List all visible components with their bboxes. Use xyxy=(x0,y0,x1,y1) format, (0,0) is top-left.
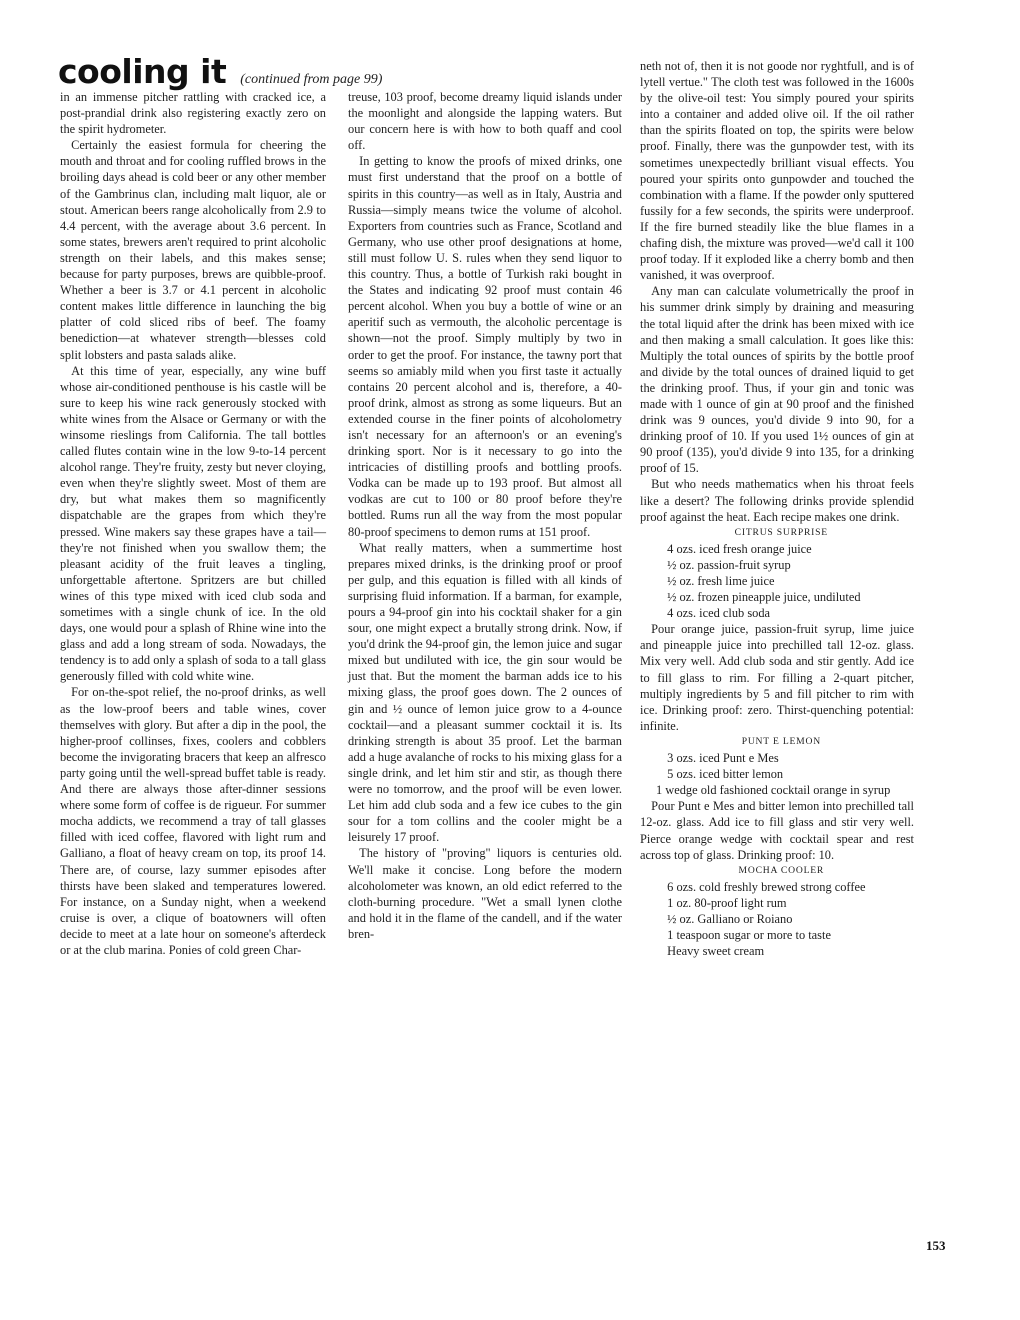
ingredient-line: 5 ozs. iced bitter lemon xyxy=(667,767,784,782)
continuation-note: (continued from page 99) xyxy=(240,72,383,87)
ingredient-line: 4 ozs. iced fresh orange juice xyxy=(667,541,812,556)
paragraph: The history of "proving" liquors is centuries old. We'll make it concise. Long before the modern alcoholometer was known, an old edict referred to the cloth-burning procedure. "Wet a small lynen clothe and hold it in the flame of the candell, and if the water bren- xyxy=(348,846,622,941)
ingredient-line: 1 wedge old fashioned cocktail orange in syrup xyxy=(656,783,891,798)
recipe-citrus-surprise xyxy=(640,525,914,734)
recipe-directions: Pour Punt e Mes and bitter lemon into prechilled tall 12-oz. glass. Add ice to fill glass and stir very well. Pierce orange wedge with cocktail spear and rest across top of glass. Drinking proof: 10. xyxy=(640,799,914,862)
recipe-mocha-cooler xyxy=(640,863,914,960)
paragraph: Any man can calculate volumetrically the proof in his summer drink simply by draining and measuring the total liquid after the drink has been mixed with ice and then making a small calculation. It goes like this: Multiply the total ounces of spirits by the bottle proof and divide by the total ounces of drained liquid to get the drinking proof. Thus, if your gin and tonic was made with 1 ounce of gin at 90 proof and the finished drink was 9 ounces, you'd divide 9 into 90, for a drinking proof of 10. If you used 1½ ounces of gin at 90 proof (135), you'd divide 9 into 135, for a drinking proof of 15. xyxy=(640,284,914,476)
recipe-punt-e-lemon xyxy=(640,734,914,863)
text-column-3 xyxy=(640,58,914,959)
paragraph: In getting to know the proofs of mixed drinks, one must first understand that the proof on a bottle of spirits in this country—as well as in Italy, Austria and Russia—simply means twice the volume of alcohol. Exporters from countries such as France, Scotland and Germany, who use other proof designations at home, still must follow U. S. rules when they send liquor to this country. Thus, a bottle of Turkish raki bought in the States and indicating 92 proof must contain 46 percent alcohol. When you buy a bottle of wine or an aperitif such as vermouth, the alcoholic percentage is shown—not the proof. Simply multiply by two in order to get the proof. For instance, the tawny port that seems so amiably mild when you first taste it actually contains 20 percent alcohol and is, therefore, a 40-proof drink, almost as strong as some liqueurs. But an extended course in the finer points of alcoholometry isn't necessary for an afternoon's or an evening's drinking sport. Nor is it necessary to go into the intricacies of distilling proofs and bottling proofs. Vodka can be made up to 193 proof. But almost all vodkas are cut to 100 or 80 proof before they're bottled. Rums run all the way from the most popular 80-proof specimens to demon rums at 151 proof. xyxy=(348,154,622,539)
ingredient-line: 1 oz. 80-proof light rum xyxy=(667,895,787,910)
paragraph: At this time of year, especially, any wine buff whose air-conditioned penthouse is his castle will be sure to keep his wine rack generously stocked with white wines from the Alsace or Germany or with the winsome rieslings from California. The tall bottles called flutes contain wine in the low 9-to-14 percent alcohol range. They're fruity, zesty but never cloying, even when they're slightly sweet. Most of them are dry, but what makes them so magnificently dispatchable are the grapes from which they're pressed. Wine makers say these grapes have a tail—they're not finished when you swallow them; the pleasant acidity of the fruit leaves a tingling, unforgettable aftertone. Spritzers are but chilled wines of this type mixed with iced club soda and sometimes with a single chunk of ice. In the old days, one would pour a splash of Rhine wine into the glass and add a long stream of soda. Nowadays, the tendency is to add only a splash of soda to a tall glass generously filled with cold white wine. xyxy=(60,363,326,684)
paragraph: in an immense pitcher rattling with cracked ice, a post-prandial drink also registering exactly zero on the spirit hydrometer. xyxy=(60,90,326,137)
recipe-directions: Pour orange juice, passion-fruit syrup, lime juice and pineapple juice into prechilled tall 12-oz. glass. Mix very well. Add club soda and stir gently. Add ice to fill glass to rim. For filling a 2-quart pitcher, multiply ingredients by 5 and fill pitcher to rim with ice. Drinking proof: zero. Thirst-quenching potential: infinite. xyxy=(640,622,914,733)
ingredient-line: ½ oz. fresh lime juice xyxy=(667,574,775,588)
paragraph: treuse, 103 proof, become dreamy liquid islands under the moonlight and alongside the lapping waters. But our concern here is with how to both quaff and cool off. xyxy=(348,90,622,153)
recipe-title: PUNT E LEMON xyxy=(741,735,821,747)
paragraph: neth not of, then it is not goode nor ryghtfull, and is of lytell vertue." The cloth test was followed in the 1600s by the olive-oil test: You simply poured your spirits into a container and added olive oil. If the oil rather than the spirits floated on top, the spirits were below proof. Finally, there was the gunpowder test, with its sometimes unexpectedly brilliant visual effects. You poured your spirits onto gunpowder and touched the combination with a flame. If the powder only sputtered fussily for a few seconds, the spirits were underproof. If the fire burned steadily like the blue flames in a chafing dish, the mixture was proved—we'd call it 100 proof today. If it exploded like a cherry bomb and then vanished, it was overproof. xyxy=(640,59,914,283)
text-column-1 xyxy=(60,89,326,958)
ingredient-line: 6 ozs. cold freshly brewed strong coffee xyxy=(667,879,866,894)
ingredient-line: Heavy sweet cream xyxy=(667,944,765,959)
page-number: 153 xyxy=(926,1238,946,1253)
recipe-title: CITRUS SURPRISE xyxy=(734,526,828,538)
ingredient-line: 3 ozs. iced Punt e Mes xyxy=(667,751,779,766)
paragraph: For on-the-spot relief, the no-proof drinks, as well as the low-proof beers and table wines, cover themselves with glory. But after a dip in the pool, the higher-proof collinses, fixes, coolers and cobblers become the invigorating bracers that keep an alfresco party going until the well-spread buffet table is ready. And there are always those after-dinner sessions where some form of coffee is de rigueur. For summer mocha addicts, we recommend a tray of tall glasses filled with iced coffee, flavored with light rum and Galliano, a float of heavy cream on top, its proof 14. There are, of course, lazy summer episodes after thirsts have been slaked and temperatures lowered. For instance, on a Sunday night, when a weekend cruise is over, a clique of boatowners will often decide to meet at a late hour on someone's afterdeck or at the club marina. Ponies of cold green Char- xyxy=(60,685,326,957)
ingredient-line: ½ oz. passion-fruit syrup xyxy=(667,557,791,572)
paragraph: But who needs mathematics when his throat feels like a desert? The following drinks provide splendid proof against the heat. Each recipe makes one drink. xyxy=(640,477,914,524)
paragraph: Certainly the easiest formula for cheering the mouth and throat and for cooling ruffled brows in the broiling days ahead is cold beer or any other member of the Gambrinus clan, including malt liquor, ale or stout. American beers range alcoholically from 2.9 to 4.4 percent, with the average about 3.6 percent. In some states, brewers aren't required to print alcoholic strength on their labels, and this makes sense; because for party purposes, brews are quibble-proof. Whether a beer is 3.7 or 4.1 percent in alcoholic content makes little difference in launching the big platter of cold sliced ribs of beef. The foamy benediction—at whatever strength—blesses cold split lobsters and pasta salads alike. xyxy=(60,138,326,362)
ingredient-line: ½ oz. Galliano or Roiano xyxy=(667,911,793,926)
ingredient-line: 1 teaspoon sugar or more to taste xyxy=(667,928,831,943)
ingredient-line: 4 ozs. iced club soda xyxy=(667,606,771,621)
ingredient-line: ½ oz. frozen pineapple juice, undiluted xyxy=(667,590,861,605)
paragraph: What really matters, when a summertime host prepares mixed drinks, is the drinking proof or proof per gulp, and this equation is filled with all kinds of surprising fluid information. If a barman, for example, pours a 94-proof gin into his cocktail shaker for a gin sour, one might expect a brutally strong drink. Now, if you'd drink the 94-proof gin, the lemon juice and sugar mixed but undiluted with ice, the gin sour would be just that. But the moment the barman adds ice to his mixing glass, the proof goes down. The 2 ounces of gin and ½ ounce of lemon juice grow to a 4-ounce cocktail—and a pleasant summer cocktail it is. Its drinking strength is about 35 proof. Let the barman add a huge avalanche of rocks to his mixing glass for a single drink, and let him stir and stir, as though there were no tomorrow, and the proof will be even lower. Let him add club soda and a few ice cubes to the gin sour for a tom collins and the cooler might be a leisurely 17 proof. xyxy=(348,540,622,845)
article-title: cooling it xyxy=(58,52,227,91)
recipe-title: MOCHA COOLER xyxy=(738,864,825,876)
article-header xyxy=(58,52,382,91)
text-column-2 xyxy=(348,89,622,942)
